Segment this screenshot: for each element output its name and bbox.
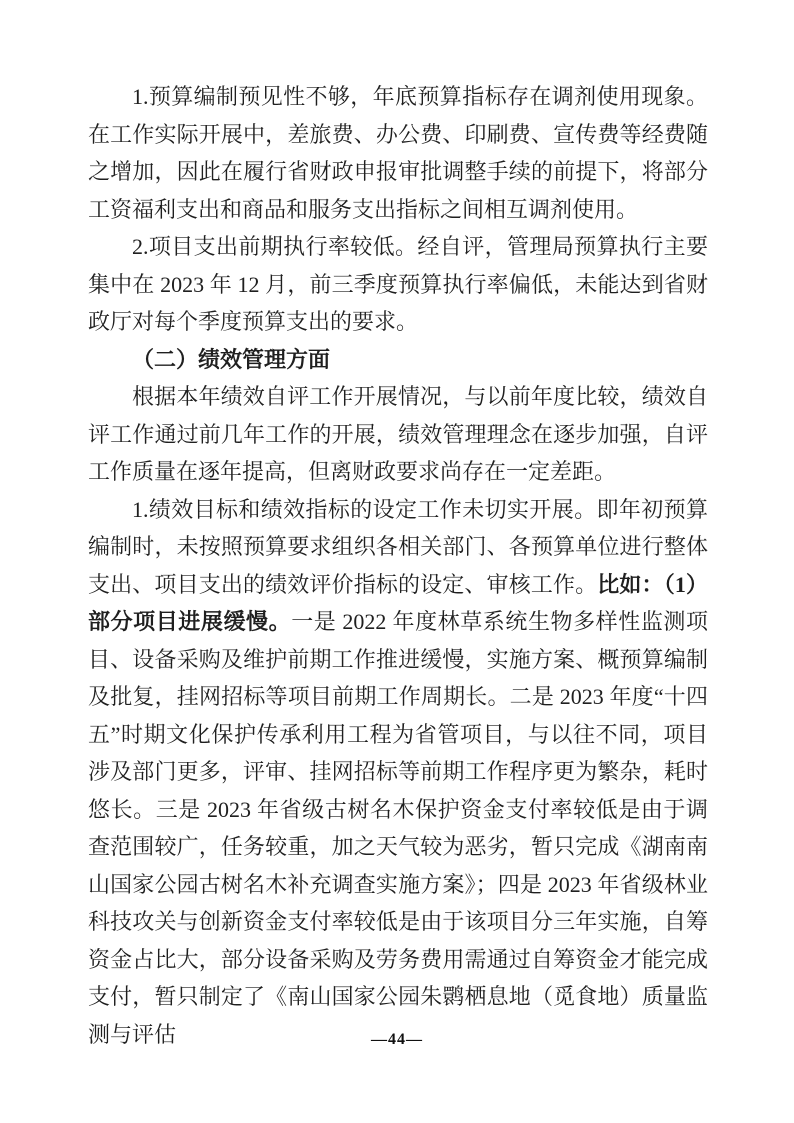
paragraph-performance-targets <box>88 491 708 1054</box>
section-heading-performance-management: （二）绩效管理方面 <box>132 346 331 372</box>
page-number: —44— <box>371 1031 423 1048</box>
paragraph-performance-targets-emphasis: 比如：（1）部分项目进展缓慢。 <box>88 571 708 634</box>
paragraph-project-execution-rate: 2.项目支出前期执行率较低。经自评，管理局预算执行主要集中在 2023 年 12 月，前三季度预算执行率偏低，未能达到省财政厅对每个季度预算支出的要求。 <box>88 234 708 334</box>
page-footer <box>0 1031 794 1049</box>
paragraph-performance-targets-rest: 一是 2022 年度林草系统生物多样性监测项目、设备采购及维护前期工作推进缓慢，实施方案、概预算编制及批复，挂网招标等项目前期工作周期长。二是 2023 年度“十四五”时期文化保护传承利用工程为省管项目，与以往不同，项目涉及部门更多，评审、挂网招标等前期工作程序更为繁杂，耗时悠长。三是 2023 年省级古树名木保护资金支付率较低是由于调查范围较广，任务较重，加之天气较为恶劣，暂只完成《湖南南山国家公园古树名木补充调查实施方案》；四是 2023 年省级林业科技攻关与创新资金支付率较低是由于该项目分三年实施，自筹资金占比大，部分设备采购及劳务费用需通过自筹资金才能完成支付，暂只制定了《南山国家公园朱鹮栖息地（觅食地）质量监测与评估 <box>88 609 708 1047</box>
paragraph-budget-foresight: 1.预算编制预见性不够，年底预算指标存在调剂使用现象。在工作实际开展中，差旅费、办公费、印刷费、宣传费等经费随之增加，因此在履行省财政申报审批调整手续的前提下，将部分工资福利支出和商品和服务支出指标之间相互调剂使用。 <box>88 84 708 222</box>
document-content <box>88 78 708 1053</box>
paragraph-self-evaluation-overview: 根据本年绩效自评工作开展情况，与以前年度比较，绩效自评工作通过前几年工作的开展，绩效管理理念在逐步加强，自评工作质量在逐年提高，但离财政要求尚存在一定差距。 <box>88 384 708 484</box>
paragraph-performance-targets-lead: 1.绩效目标和绩效指标的设定工作未切实开展。即年初预算编制时，未按照预算要求组织各相关部门、各预算单位进行整体支出、项目支出的绩效评价指标的设定、审核工作。 <box>88 496 708 597</box>
